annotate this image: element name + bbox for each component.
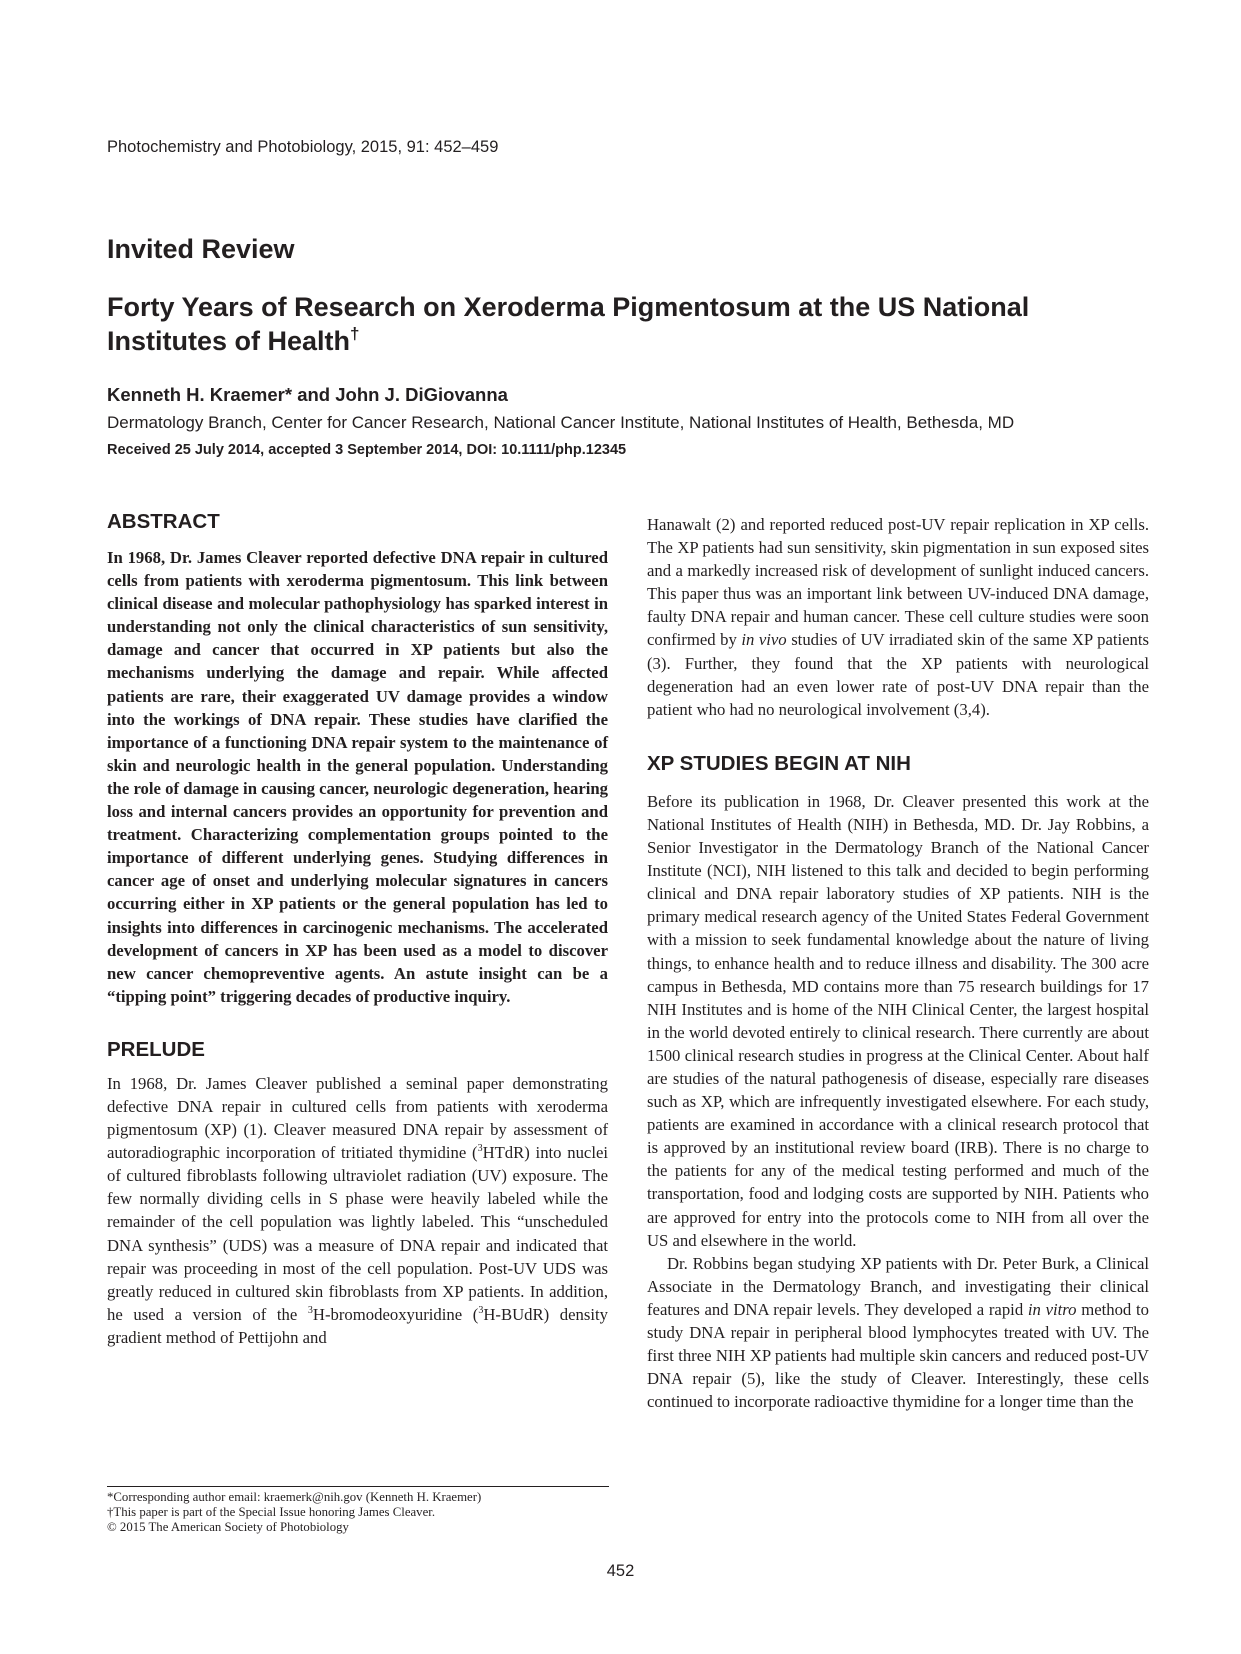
xp-studies-paragraph-2 bbox=[647, 1252, 1149, 1414]
title-footnote-mark: † bbox=[350, 324, 360, 343]
abstract-heading: ABSTRACT bbox=[107, 510, 220, 533]
prelude-text-4: H-BUdR) density gradient method of Pettijohn and bbox=[107, 1304, 608, 1347]
prelude-text-2: HTdR) into nuclei of cultured fibroblasts following ultraviolet radiation (UV) exposure. The few normally dividing cells in S phase were heavily labeled while the remainder of the cell population was lightly labeled. This “unscheduled DNA synthesis” (UDS) was a measure of DNA repair and indicated that repair was proceeding in most of the cell population. Post-UV UDS was greatly reduced in cultured skin fibroblasts from XP patients. In addition, he used a version of the bbox=[107, 1143, 609, 1324]
xp-text-2b: method to study DNA repair in peripheral blood lymphocytes treated with UV. The first three NIH XP patients had multiple skin cancers and reduced post-UV DNA repair (5), like the study of Cleaver. Interestingly, these cells continued to incorporate radioactive thymidine for a longer time than the bbox=[647, 1299, 1149, 1412]
xp-studies-heading: XP STUDIES BEGIN AT NIH bbox=[647, 751, 911, 775]
superscript-3: 3 bbox=[478, 1304, 484, 1316]
article-title bbox=[107, 290, 1147, 358]
affiliation: Dermatology Branch, Center for Cancer Research, National Cancer Institute, National Institutes of Health, Bethesda, MD bbox=[107, 413, 1015, 432]
page-number: 452 bbox=[606, 1562, 635, 1580]
superscript-3: 3 bbox=[477, 1143, 483, 1155]
footnote-divider bbox=[107, 1486, 609, 1487]
journal-citation: Photochemistry and Photobiology, 2015, 91: 452–459 bbox=[107, 138, 499, 156]
prelude-heading: PRELUDE bbox=[107, 1037, 205, 1061]
abstract-text: In 1968, Dr. James Cleaver reported defective DNA repair in cultured cells from patients with xeroderma pigmentosum. This link between clinical disease and molecular pathophysiology has sparked interest in understanding not only the clinical characteristics of sun sensitivity, damage and cancer that occurred in XP patients but also the mechanisms underlying the damage and repair. While affected patients are rare, their exaggerated UV damage provides a window into the workings of DNA repair. These studies have clarified the importance of a functioning DNA repair system to the maintenance of skin and neurologic health in the general population. Understanding the role of damage in causing cancer, neurologic degeneration, hearing loss and internal cancers provides an opportunity for prevention and treatment. Characterizing complementation groups pointed to the importance of different underlying genes. Studying differences in cancer age of onset and underlying molecular signatures in cancers occurring either in XP patients or the general population has led to insights into differences in carcinogenic mechanisms. The accelerated development of cancers in XP has been used as a model to discover new cancer chemopreventive agents. An astute insight can be a “tipping point” triggering decades of productive inquiry. bbox=[107, 548, 608, 1006]
footnotes bbox=[107, 1490, 481, 1535]
continued-text-2: studies of UV irradiated skin of the same XP patients (3). Further, they found that the XP patients with neurological degeneration had an even lower rate of post-UV DNA repair than the patient who had no neurological involvement (3,4). bbox=[647, 630, 1150, 719]
article-type-heading: Invited Review bbox=[107, 234, 295, 264]
xp-studies-paragraph-1: Before its publication in 1968, Dr. Cleaver presented this work at the National Institutes of Health (NIH) in Bethesda, MD. Dr. Jay Robbins, a Senior Investigator in the Dermatology Branch of the National Cancer Institute (NCI), NIH listened to this talk and decided to begin performing clinical and DNA repair laboratory studies of XP patients. NIH is the primary medical research agency of the United States Federal Government with a mission to seek fundamental knowledge about the nature of living things, to enhance health and to reduce illness and disability. The 300 acre campus in Bethesda, MD contains more than 75 research buildings for 17 NIH Institutes and is home of the NIH Clinical Center, the largest hospital in the world devoted entirely to clinical research. There currently are about 1500 clinical research studies in progress at the Clinical Center. About half are studies of the natural pathogenesis of disease, especially rare diseases such as XP, which are infrequently investigated elsewhere. For each study, patients are examined in accordance with a clinical research protocol that is approved by an institutional review board (IRB). There is no charge to the patients for any of the medical testing performed and much of the transportation, food and lodging costs are supported by NIH. Patients who are approved for entry into the protocols come to NIH from all over the US and elsewhere in the world. bbox=[647, 791, 1149, 1250]
author-list: Kenneth H. Kraemer* and John J. DiGiovanna bbox=[107, 384, 508, 405]
right-column bbox=[647, 513, 1149, 1413]
corresponding-author-footnote: *Corresponding author email: kraemerk@nih.gov (Kenneth H. Kraemer) bbox=[107, 1490, 482, 1504]
xp-text-2a: Dr. Robbins began studying XP patients with Dr. Peter Burk, a Clinical Associate in the Dermatology Branch, and investigating their clinical features and DNA repair levels. They developed a rapid bbox=[647, 1253, 1149, 1319]
article-title-text: Forty Years of Research on Xeroderma Pigmentosum at the US National Institutes of Health bbox=[107, 292, 1030, 356]
prelude-text-1: In 1968, Dr. James Cleaver published a seminal paper demonstrating defective DNA repair in cultured cells from patients with xeroderma pigmentosum (XP) (1). Cleaver measured DNA repair by assessment of autoradiographic incorporation of tritiated thymidine ( bbox=[107, 1073, 608, 1163]
italic-in-vivo: in vivo bbox=[741, 630, 787, 650]
special-issue-footnote: †This paper is part of the Special Issue honoring James Cleaver. bbox=[107, 1505, 436, 1519]
italic-in-vitro: in vitro bbox=[1027, 1299, 1077, 1319]
continued-text-1: Hanawalt (2) and reported reduced post-UV repair replication in XP cells. The XP patients had sun sensitivity, skin pigmentation in sun exposed sites and a markedly increased risk of development of sunlight induced cancers. This paper thus was an important link between UV-induced DNA damage, faulty DNA repair and human cancer. These cell culture studies were soon confirmed by bbox=[647, 515, 1149, 650]
left-column bbox=[107, 509, 608, 1349]
continued-paragraph bbox=[647, 513, 1149, 721]
prelude-text-3: H-bromodeoxyuridine ( bbox=[312, 1304, 479, 1324]
received-dates-doi: Received 25 July 2014, accepted 3 September 2014, DOI: 10.1111/php.12345 bbox=[107, 442, 627, 458]
prelude-paragraph bbox=[107, 1072, 608, 1349]
superscript-3: 3 bbox=[307, 1304, 313, 1316]
copyright-footnote: © 2015 The American Society of Photobiology bbox=[107, 1520, 349, 1534]
